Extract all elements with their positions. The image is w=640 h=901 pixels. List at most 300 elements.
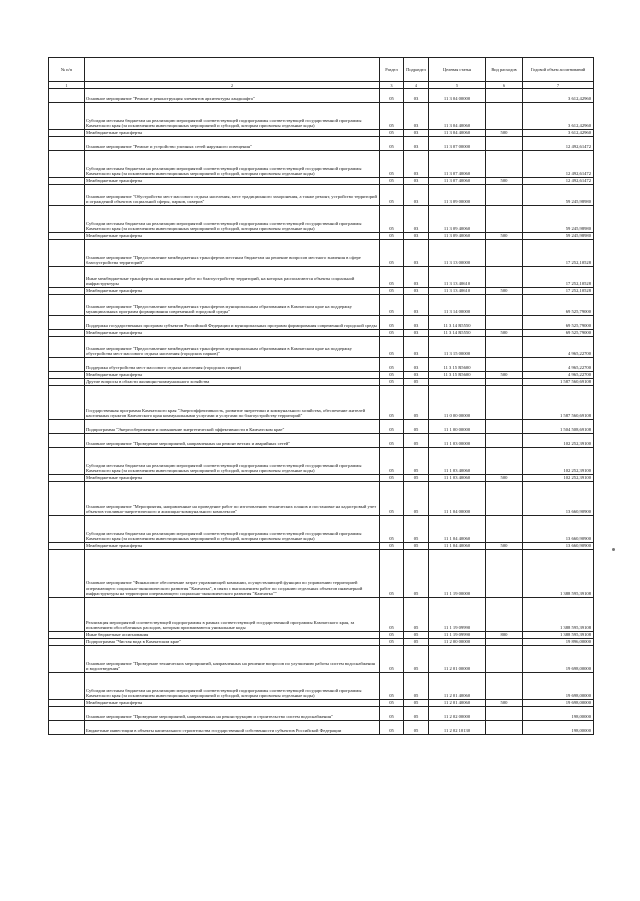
row-name-cell: Субсидии местным бюджетам на реализацию мероприятий соответствующей подпрограммы соответствующей государственной программы Камчатского края (за исключением инвестиционных мероприятий и субсидий, которым присвоены отдельные коды) <box>85 448 380 475</box>
row-razdel-cell: 05 <box>380 673 404 700</box>
row-razdel-cell: 05 <box>380 721 404 735</box>
row-name-cell: Основное мероприятие "Мероприятия, направленные на проведение работ по изготовлению технических планов и постановке на кадастровый учет объектов топливно-энергетического и жилищно-коммунального комплексов" <box>85 482 380 516</box>
row-razdel-cell: 05 <box>380 337 404 358</box>
row-podrazdel-cell: 05 <box>404 700 429 707</box>
table-row <box>49 420 594 434</box>
row-podrazdel-cell: 05 <box>404 543 429 550</box>
row-num-cell <box>49 89 85 103</box>
row-target-cell: 11 1 19 09990 <box>429 598 486 632</box>
row-razdel-cell: 05 <box>380 151 404 178</box>
row-num-cell <box>49 288 85 295</box>
row-name-cell: Межбюджетные трансферты <box>85 475 380 482</box>
row-razdel-cell: 05 <box>380 420 404 434</box>
table-row <box>49 516 594 543</box>
row-razdel-cell: 05 <box>380 330 404 337</box>
row-name-cell: Бюджетные инвестиции в объекты капитального строительства государственной собственности субъектов Российской Федерации <box>85 721 380 735</box>
row-name-cell: Основное мероприятие "Предоставление межбюджетных трансфертов муниципальным образованиям в Камчатском крае на поддержку муниципальных программ формирования современной городской среды" <box>85 295 380 316</box>
table-row <box>49 639 594 646</box>
row-name-cell: Основное мероприятие "Ремонт и реконструкция элементов архитектуры ландшафта" <box>85 89 380 103</box>
row-target-cell: 11 1 03 40060 <box>429 448 486 475</box>
row-razdel-cell: 05 <box>380 103 404 130</box>
row-num-cell <box>49 639 85 646</box>
row-podrazdel-cell: 05 <box>404 598 429 632</box>
row-expense-type-cell <box>486 598 523 632</box>
row-name-cell: Основное мероприятие "Ремонт и устройство уличных сетей наружного освещения" <box>85 137 380 151</box>
row-sum-cell: 17 252,10528 <box>523 288 594 295</box>
row-num-cell <box>49 475 85 482</box>
row-name-cell: Подпрограмма "Энергосбережение и повышение энергетической эффективности в Камчатском крае" <box>85 420 380 434</box>
row-podrazdel-cell: 03 <box>404 337 429 358</box>
row-podrazdel-cell: 05 <box>404 516 429 543</box>
row-razdel-cell: 05 <box>380 233 404 240</box>
row-sum-cell: 69 525,79000 <box>523 316 594 330</box>
table-row <box>49 337 594 358</box>
row-sum-cell: 19 896,00000 <box>523 639 594 646</box>
row-sum-cell: 59 245,98980 <box>523 233 594 240</box>
row-sum-cell: 1 587 560,69108 <box>523 379 594 386</box>
row-razdel-cell: 05 <box>380 267 404 288</box>
row-expense-type-cell <box>486 240 523 267</box>
table-row <box>49 288 594 295</box>
row-num-cell <box>49 673 85 700</box>
row-num-cell <box>49 707 85 721</box>
row-sum-cell: 3 612,42960 <box>523 103 594 130</box>
row-sum-cell: 17 252,10528 <box>523 240 594 267</box>
row-num-cell <box>49 700 85 707</box>
row-expense-type-cell <box>486 151 523 178</box>
row-num-cell <box>49 295 85 316</box>
row-razdel-cell: 05 <box>380 316 404 330</box>
row-sum-cell: 13 660,90900 <box>523 516 594 543</box>
table-row <box>49 550 594 598</box>
row-sum-cell: 12 492,61472 <box>523 178 594 185</box>
row-name-cell: Межбюджетные трансферты <box>85 700 380 707</box>
row-name-cell: Иные межбюджетные трансферты на выполнение работ по благоустройству территорий, на которых располагаются объекты социальной инфраструктуры <box>85 267 380 288</box>
row-num-cell <box>49 240 85 267</box>
row-podrazdel-cell: 05 <box>404 721 429 735</box>
row-expense-type-cell <box>486 448 523 475</box>
row-podrazdel-cell: 03 <box>404 316 429 330</box>
row-razdel-cell: 05 <box>380 379 404 386</box>
table-row <box>49 434 594 448</box>
row-num-cell <box>49 646 85 673</box>
row-target-cell: 11 2 02 10130 <box>429 721 486 735</box>
row-expense-type-cell <box>486 516 523 543</box>
table-row <box>49 330 594 337</box>
budget-table <box>48 57 594 735</box>
row-sum-cell: 69 525,79000 <box>523 330 594 337</box>
row-num-cell <box>49 482 85 516</box>
row-num-cell <box>49 386 85 420</box>
row-sum-cell: 4 965,22700 <box>523 372 594 379</box>
row-target-cell: 11 1 00 00000 <box>429 420 486 434</box>
row-sum-cell: 3 612,42960 <box>523 130 594 137</box>
table-row <box>49 233 594 240</box>
table-row <box>49 448 594 475</box>
row-razdel-cell: 05 <box>380 632 404 639</box>
header-razdel: Раздел <box>380 58 404 82</box>
row-name-cell: Субсидии местным бюджетам на реализацию мероприятий соответствующей подпрограммы соответствующей государственной программы Камчатского края (за исключением инвестиционных мероприятий и субсидий, которым присвоены отдельные коды) <box>85 673 380 700</box>
row-name-cell: Основное мероприятие "Проведение мероприятий, направленных на реконструкцию и строительство систем водоснабжения" <box>85 707 380 721</box>
row-razdel-cell: 05 <box>380 707 404 721</box>
row-sum-cell: 1 587 560,69108 <box>523 386 594 420</box>
row-name-cell: Субсидии местным бюджетам на реализацию мероприятий соответствующей подпрограммы соответствующей государственной программы Камчатского края (за исключением инвестиционных мероприятий и субсидий, которым присвоены отдельные коды) <box>85 151 380 178</box>
table-row <box>49 89 594 103</box>
row-razdel-cell: 05 <box>380 137 404 151</box>
row-num-cell <box>49 372 85 379</box>
row-sum-cell: 69 525,79000 <box>523 295 594 316</box>
row-expense-type-cell <box>486 550 523 598</box>
row-razdel-cell: 05 <box>380 89 404 103</box>
row-podrazdel-cell: 05 <box>404 475 429 482</box>
row-razdel-cell: 05 <box>380 646 404 673</box>
table-row <box>49 707 594 721</box>
row-razdel-cell: 05 <box>380 550 404 598</box>
row-num-cell <box>49 178 85 185</box>
row-expense-type-cell: 500 <box>486 233 523 240</box>
row-num-cell <box>49 434 85 448</box>
row-razdel-cell: 05 <box>380 185 404 206</box>
row-num-cell <box>49 130 85 137</box>
row-expense-type-cell: 500 <box>486 475 523 482</box>
row-podrazdel-cell: 05 <box>404 632 429 639</box>
table-row <box>49 240 594 267</box>
row-sum-cell: 4 965,22700 <box>523 358 594 372</box>
row-name-cell: Поддержка государственных программ субъектов Российской Федерации и муниципальных программ формирования современной городской среды <box>85 316 380 330</box>
row-name-cell: Основное мероприятие "Проведение мероприятий, направленных на ремонт ветхих и аварийных сетей" <box>85 434 380 448</box>
row-podrazdel-cell: 05 <box>404 386 429 420</box>
row-expense-type-cell <box>486 482 523 516</box>
row-expense-type-cell: 500 <box>486 288 523 295</box>
row-razdel-cell: 05 <box>380 206 404 233</box>
row-expense-type-cell <box>486 707 523 721</box>
scan-dot <box>612 548 615 551</box>
row-podrazdel-cell: 05 <box>404 639 429 646</box>
col-number: 3 <box>380 82 404 89</box>
row-num-cell <box>49 379 85 386</box>
row-podrazdel-cell: 03 <box>404 240 429 267</box>
row-expense-type-cell <box>486 316 523 330</box>
row-target-cell: 11 3 13 00000 <box>429 240 486 267</box>
row-razdel-cell: 05 <box>380 516 404 543</box>
row-name-cell: Реализация мероприятий соответствующей подпрограммы в рамках соответствующей государственной программы Камчатского края, за исключением обособленных расходов, которым присваиваются уникальные коды <box>85 598 380 632</box>
row-num-cell <box>49 330 85 337</box>
row-razdel-cell: 05 <box>380 700 404 707</box>
row-expense-type-cell <box>486 721 523 735</box>
row-razdel-cell: 05 <box>380 448 404 475</box>
row-razdel-cell: 05 <box>380 598 404 632</box>
row-podrazdel-cell: 03 <box>404 267 429 288</box>
row-razdel-cell: 05 <box>380 543 404 550</box>
row-name-cell: Межбюджетные трансферты <box>85 372 380 379</box>
row-podrazdel-cell: 03 <box>404 288 429 295</box>
row-razdel-cell: 05 <box>380 372 404 379</box>
row-expense-type-cell: 500 <box>486 372 523 379</box>
row-podrazdel-cell: 03 <box>404 233 429 240</box>
row-name-cell: Субсидии местным бюджетам на реализацию мероприятий соответствующей подпрограммы соответствующей государственной программы Камчатского края (за исключением инвестиционных мероприятий и субсидий, которым присвоены отдельные коды) <box>85 206 380 233</box>
row-sum-cell: 3 612,42960 <box>523 89 594 103</box>
row-target-cell: 11 3 14 R5550 <box>429 316 486 330</box>
row-target-cell: 11 3 04 40060 <box>429 130 486 137</box>
row-expense-type-cell: 500 <box>486 178 523 185</box>
row-num-cell <box>49 185 85 206</box>
row-num-cell <box>49 316 85 330</box>
row-target-cell: 11 2 02 00000 <box>429 707 486 721</box>
row-num-cell <box>49 337 85 358</box>
row-name-cell: Межбюджетные трансферты <box>85 233 380 240</box>
row-sum-cell: 102 252,39100 <box>523 448 594 475</box>
table-row <box>49 721 594 735</box>
row-podrazdel-cell: 03 <box>404 89 429 103</box>
header-num: № п/п <box>49 58 85 82</box>
row-podrazdel-cell: 05 <box>404 673 429 700</box>
column-number-row <box>49 82 594 89</box>
row-name-cell: Поддержка обустройства мест массового отдыха населения (городских парков) <box>85 358 380 372</box>
table-body <box>49 89 594 735</box>
row-podrazdel-cell: 03 <box>404 178 429 185</box>
table-row <box>49 316 594 330</box>
row-name-cell: Основное мероприятие "Предоставление межбюджетных трансфертов местным бюджетам на решение вопросов местного значения в сфере благоустройства территорий" <box>85 240 380 267</box>
row-num-cell <box>49 550 85 598</box>
row-num-cell <box>49 543 85 550</box>
row-sum-cell: 19 698,00000 <box>523 700 594 707</box>
row-name-cell: Межбюджетные трансферты <box>85 543 380 550</box>
row-podrazdel-cell: 05 <box>404 482 429 516</box>
row-num-cell <box>49 206 85 233</box>
row-expense-type-cell <box>486 639 523 646</box>
row-expense-type-cell <box>486 358 523 372</box>
row-target-cell: 11 3 15 R5600 <box>429 358 486 372</box>
row-target-cell: 11 2 01 40060 <box>429 673 486 700</box>
row-num-cell <box>49 598 85 632</box>
row-target-cell: 11 3 07 40060 <box>429 178 486 185</box>
row-podrazdel-cell: 05 <box>404 550 429 598</box>
row-expense-type-cell <box>486 267 523 288</box>
row-sum-cell: 1 504 508,69108 <box>523 420 594 434</box>
table-row <box>49 372 594 379</box>
row-num-cell <box>49 420 85 434</box>
table-row <box>49 673 594 700</box>
row-name-cell: Субсидии местным бюджетам на реализацию мероприятий соответствующей подпрограммы соответствующей государственной программы Камчатского края (за исключением инвестиционных мероприятий и субсидий, которым присвоены отдельные коды) <box>85 103 380 130</box>
table-row <box>49 206 594 233</box>
row-target-cell: 11 3 07 00000 <box>429 137 486 151</box>
row-target-cell: 11 1 04 00000 <box>429 482 486 516</box>
row-target-cell: 11 3 09 40060 <box>429 206 486 233</box>
row-sum-cell: 102 252,39100 <box>523 475 594 482</box>
row-target-cell: 11 1 19 09990 <box>429 632 486 639</box>
row-name-cell: Межбюджетные трансферты <box>85 178 380 185</box>
row-target-cell: 11 2 00 00000 <box>429 639 486 646</box>
header-expense-type: Вид расходов <box>486 58 523 82</box>
table-row <box>49 386 594 420</box>
table-row <box>49 543 594 550</box>
row-podrazdel-cell: 03 <box>404 130 429 137</box>
row-sum-cell: 198,00000 <box>523 707 594 721</box>
header-target-article: Целевая статья <box>429 58 486 82</box>
row-name-cell: Основное мероприятие "Предоставление межбюджетных трансфертов муниципальным образованиям в Камчатском крае на поддержку обустройства мест массового отдыха населения (городских парков)" <box>85 337 380 358</box>
row-expense-type-cell <box>486 137 523 151</box>
row-num-cell <box>49 103 85 130</box>
col-number: 2 <box>85 82 380 89</box>
row-podrazdel-cell: 03 <box>404 185 429 206</box>
row-expense-type-cell <box>486 103 523 130</box>
row-name-cell: Межбюджетные трансферты <box>85 288 380 295</box>
row-target-cell <box>429 379 486 386</box>
row-expense-type-cell <box>486 420 523 434</box>
table-row <box>49 379 594 386</box>
row-target-cell: 11 0 00 00000 <box>429 386 486 420</box>
row-podrazdel-cell: 05 <box>404 434 429 448</box>
row-num-cell <box>49 267 85 288</box>
row-expense-type-cell <box>486 673 523 700</box>
row-num-cell <box>49 448 85 475</box>
row-podrazdel-cell: 03 <box>404 358 429 372</box>
header-podrazdel: Подраздел <box>404 58 429 82</box>
row-razdel-cell: 05 <box>380 130 404 137</box>
row-target-cell: 11 3 09 00000 <box>429 185 486 206</box>
row-podrazdel-cell: 03 <box>404 137 429 151</box>
row-name-cell: Основное мероприятие "Обустройство мест массового отдыха населения, мест традиционного захоронения, а также ремонт, устройство территорий и ограждений объектов социальной сферы, парков, скверов" <box>85 185 380 206</box>
row-expense-type-cell <box>486 379 523 386</box>
row-expense-type-cell: 500 <box>486 700 523 707</box>
row-expense-type-cell: 500 <box>486 130 523 137</box>
row-name-cell: Субсидии местным бюджетам на реализацию мероприятий соответствующей подпрограммы соответствующей государственной программы Камчатского края (за исключением инвестиционных мероприятий и субсидий, которым присвоены отдельные коды) <box>85 516 380 543</box>
row-podrazdel-cell: 03 <box>404 330 429 337</box>
row-expense-type-cell <box>486 295 523 316</box>
row-razdel-cell: 05 <box>380 178 404 185</box>
table-row <box>49 358 594 372</box>
row-num-cell <box>49 151 85 178</box>
row-podrazdel-cell: 03 <box>404 206 429 233</box>
row-name-cell: Межбюджетные трансферты <box>85 130 380 137</box>
table-header-row <box>49 58 594 82</box>
row-target-cell: 11 1 04 40060 <box>429 543 486 550</box>
table-row <box>49 700 594 707</box>
row-podrazdel-cell: 03 <box>404 295 429 316</box>
row-expense-type-cell: 500 <box>486 330 523 337</box>
row-razdel-cell: 05 <box>380 639 404 646</box>
row-razdel-cell: 05 <box>380 295 404 316</box>
col-number: 6 <box>486 82 523 89</box>
row-podrazdel-cell: 05 <box>404 379 429 386</box>
col-number: 5 <box>429 82 486 89</box>
row-num-cell <box>49 632 85 639</box>
header-annual-sum: Годовой объем ассигнований <box>523 58 594 82</box>
row-expense-type-cell <box>486 185 523 206</box>
row-expense-type-cell <box>486 386 523 420</box>
table-row <box>49 475 594 482</box>
row-sum-cell: 1 388 595,39108 <box>523 632 594 639</box>
table-row <box>49 103 594 130</box>
row-sum-cell: 59 245,98980 <box>523 206 594 233</box>
row-name-cell: Основное мероприятие "Финансовое обеспечение затрат управляющей компании, осуществляющей функции по управлению территорией опережающего социально-экономического развития "Камчатка", в связи с выполнением работ по созданию отдельных объектов инженерной инфраструктуры на территории опережающего социально-экономического развития "Камчатка"" <box>85 550 380 598</box>
row-podrazdel-cell: 03 <box>404 372 429 379</box>
row-target-cell: 11 1 19 00000 <box>429 550 486 598</box>
table-row <box>49 482 594 516</box>
table-row <box>49 646 594 673</box>
header-name <box>85 58 380 82</box>
table-row <box>49 632 594 639</box>
row-sum-cell: 19 698,00000 <box>523 646 594 673</box>
row-target-cell: 11 2 01 00000 <box>429 646 486 673</box>
row-razdel-cell: 05 <box>380 482 404 516</box>
row-sum-cell: 59 245,98980 <box>523 185 594 206</box>
row-podrazdel-cell: 03 <box>404 103 429 130</box>
row-target-cell: 11 3 07 40060 <box>429 151 486 178</box>
row-name-cell: Основное мероприятие "Проведение технических мероприятий, направленных на решение вопросов по улучшению работы систем водоснабжения и водоотведения" <box>85 646 380 673</box>
row-target-cell: 11 3 15 00000 <box>429 337 486 358</box>
row-sum-cell: 12 492,61472 <box>523 151 594 178</box>
table-row <box>49 598 594 632</box>
row-name-cell: Другие вопросы в области жилищно-коммунального хозяйства <box>85 379 380 386</box>
row-razdel-cell: 05 <box>380 288 404 295</box>
row-sum-cell: 13 660,90900 <box>523 543 594 550</box>
row-expense-type-cell <box>486 206 523 233</box>
row-razdel-cell: 05 <box>380 358 404 372</box>
row-name-cell: Межбюджетные трансферты <box>85 330 380 337</box>
row-target-cell: 11 1 03 00000 <box>429 434 486 448</box>
row-num-cell <box>49 233 85 240</box>
row-podrazdel-cell: 05 <box>404 707 429 721</box>
row-num-cell <box>49 137 85 151</box>
row-podrazdel-cell: 05 <box>404 646 429 673</box>
row-name-cell: Иные бюджетные ассигнования <box>85 632 380 639</box>
row-num-cell <box>49 721 85 735</box>
row-sum-cell: 17 252,10528 <box>523 267 594 288</box>
row-target-cell: 11 1 04 40060 <box>429 516 486 543</box>
col-number: 7 <box>523 82 594 89</box>
row-sum-cell: 198,00000 <box>523 721 594 735</box>
row-expense-type-cell <box>486 89 523 103</box>
row-sum-cell: 12 492,61472 <box>523 137 594 151</box>
row-target-cell: 11 3 14 R5550 <box>429 330 486 337</box>
row-expense-type-cell <box>486 337 523 358</box>
col-number: 4 <box>404 82 429 89</box>
row-razdel-cell: 05 <box>380 475 404 482</box>
row-razdel-cell: 05 <box>380 240 404 267</box>
table-row <box>49 178 594 185</box>
row-sum-cell: 1 388 595,39108 <box>523 598 594 632</box>
row-target-cell: 11 1 03 40060 <box>429 475 486 482</box>
table-row <box>49 295 594 316</box>
table-row <box>49 137 594 151</box>
row-podrazdel-cell: 05 <box>404 448 429 475</box>
budget-table-sheet <box>48 57 593 735</box>
row-expense-type-cell: 500 <box>486 543 523 550</box>
row-target-cell: 11 3 04 00000 <box>429 89 486 103</box>
row-expense-type-cell <box>486 646 523 673</box>
table-row <box>49 151 594 178</box>
row-podrazdel-cell: 05 <box>404 420 429 434</box>
row-target-cell: 11 3 04 40060 <box>429 103 486 130</box>
col-number: 1 <box>49 82 85 89</box>
row-sum-cell: 102 252,39100 <box>523 434 594 448</box>
row-expense-type-cell: 800 <box>486 632 523 639</box>
row-razdel-cell: 05 <box>380 386 404 420</box>
row-target-cell: 11 3 13 40610 <box>429 288 486 295</box>
row-razdel-cell: 05 <box>380 434 404 448</box>
row-target-cell: 11 3 15 R5600 <box>429 372 486 379</box>
row-name-cell: Государственная программа Камчатского края "Энергоэффективность, развитие энергетики и коммунального хозяйства, обеспечение жителей населенных пунктов Камчатского края коммунальными услугами и услугами по благоустройству территорий" <box>85 386 380 420</box>
table-row <box>49 185 594 206</box>
row-expense-type-cell <box>486 434 523 448</box>
row-name-cell: Подпрограмма "Чистая вода в Камчатском крае" <box>85 639 380 646</box>
table-row <box>49 130 594 137</box>
row-sum-cell: 19 698,00000 <box>523 673 594 700</box>
row-target-cell: 11 3 13 40610 <box>429 267 486 288</box>
row-sum-cell: 13 660,90900 <box>523 482 594 516</box>
row-podrazdel-cell: 03 <box>404 151 429 178</box>
